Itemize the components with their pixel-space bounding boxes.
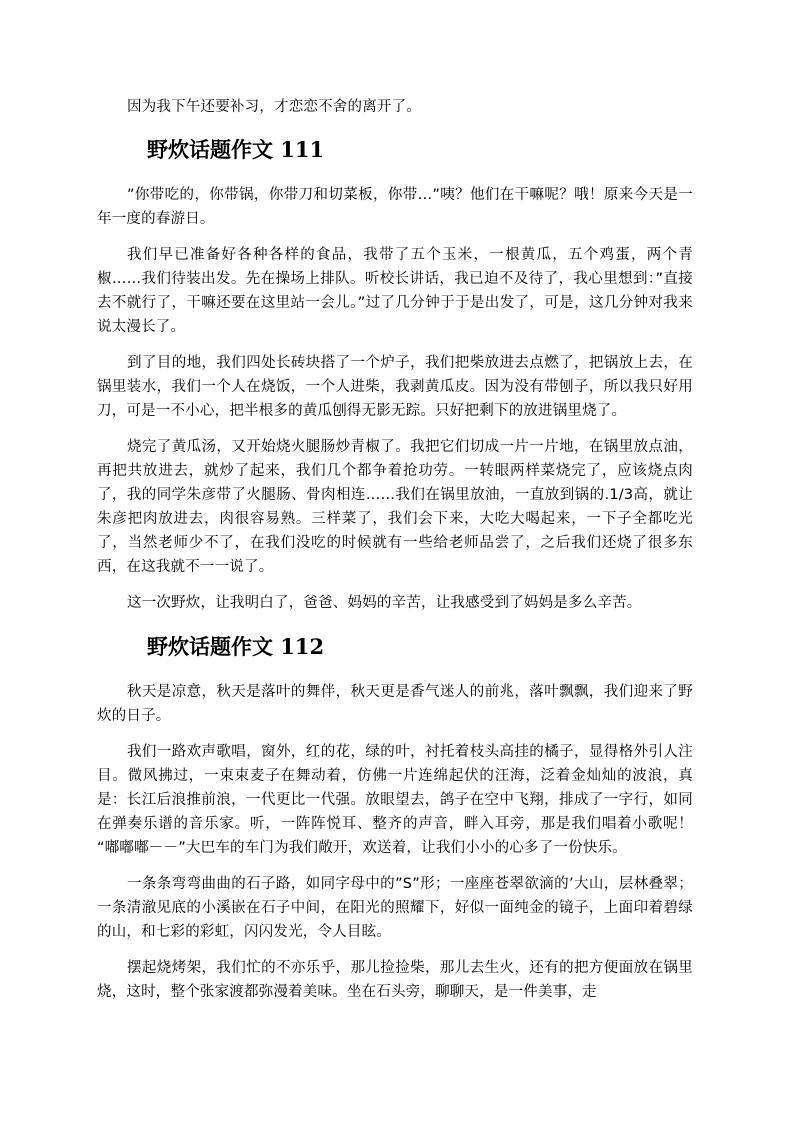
essay-111-paragraph-2: 我们早已准备好各种各样的食品，我带了五个玉米，一根黄瓜，五个鸡蛋，两个青椒……我们待装出发。先在操场上排队。听校长讲话，我已迫不及待了，我心里想到：”直接去不就行了，干嘛还要在这里站一会儿。”过了几分钟于于是出发了，可是，这几分钟对我来说太漫长了。 [97,247,693,335]
essay-111-paragraph-3: 到了目的地，我们四处长砖块搭了一个炉子，我们把柴放进去点燃了，把锅放上去，在锅里装水，我们一个人在烧饭，一个人进柴，我剥黄瓜皮。因为没有带刨子，所以我只好用刀，可是一不小心，把半根多的黄瓜刨得无影无踪。只好把剩下的放进锅里烧了。 [97,355,693,419]
essay-112-paragraph-2: 我们一路欢声歌唱，窗外，红的花，绿的叶，衬托着枝头高挂的橘子，显得格外引人注目。微风拂过，一束束麦子在舞动着，仿佛一片连绵起伏的汪海，泛着金灿灿的波浪，真是：长江后浪推前浪，一代更比一代强。放眼望去，鸽子在空中飞翔，排成了一字行，如同在弹奏乐谱的音乐家。听，一阵阵悦耳、整齐的声音，畔入耳旁，那是我们唱着小歌呢！ “嘟嘟嘟－－”大巴车的车门为我们敞开，欢送着，让我们小小的心多了一份快乐。 [97,744,693,856]
essay-111-paragraph-4: 烧完了黄瓜汤，又开始烧火腿肠炒青椒了。我把它们切成一片一片地，在锅里放点油，再把共放进去，就炒了起来，我们几个都争着抢功劳。一转眼两样菜烧完了，应该烧点肉了，我的同学朱彦带了火腿肠、骨肉相连……我们在锅里放油，一直放到锅的.1/3高，就让朱彦把肉放进去，肉很容易熟。三样菜了，我们会下来，大吃大喝起来，一下子全都吃光了，当然老师少不了，在我们没吃的时候就有一些给老师品尝了，之后我们还烧了很多东西，在这我就不一一说了。 [97,439,693,575]
paragraph-continuation: 因为我下午还要补习，才恋恋不舍的离开了。 [127,99,421,115]
document-body [97,95,693,1004]
essay-112-paragraph-1: 秋天是凉意，秋天是落叶的舞伴，秋天更是香气迷人的前兆，落叶飘飘，我们迎来了野炊的日子。 [97,684,693,724]
essay-111-paragraph-1: ”你带吃的，你带锅，你带刀和切菜板，你带…”咦？他们在干嘛呢？哦！原来今天是一年一度的春游日。 [97,187,693,227]
essay-heading-112: 野炊话题作文 112 [147,634,325,659]
essay-112-paragraph-4: 摆起烧烤架，我们忙的不亦乐乎，那儿捡捡柴，那儿去生火，还有的把方便面放在锅里烧，这时，整个张家渡都弥漫着美味。坐在石头旁，聊聊天，是一件美事，走 [97,960,693,1000]
essay-112-paragraph-3: 一条条弯弯曲曲的石子路，如同字母中的”S”形；一座座苍翠欲滴的’大山，层林叠翠；一条清澈见底的小溪嵌在石子中间，在阳光的照耀下，好似一面纯金的镜子，上面印着碧绿的山，和七彩的彩虹，闪闪发光，令人目眩。 [97,876,693,940]
essay-111-paragraph-5: 这一次野炊，让我明白了，爸爸、妈妈的辛苦，让我感受到了妈妈是多么辛苦。 [127,595,642,611]
essay-heading-111: 野炊话题作文 111 [147,137,325,162]
